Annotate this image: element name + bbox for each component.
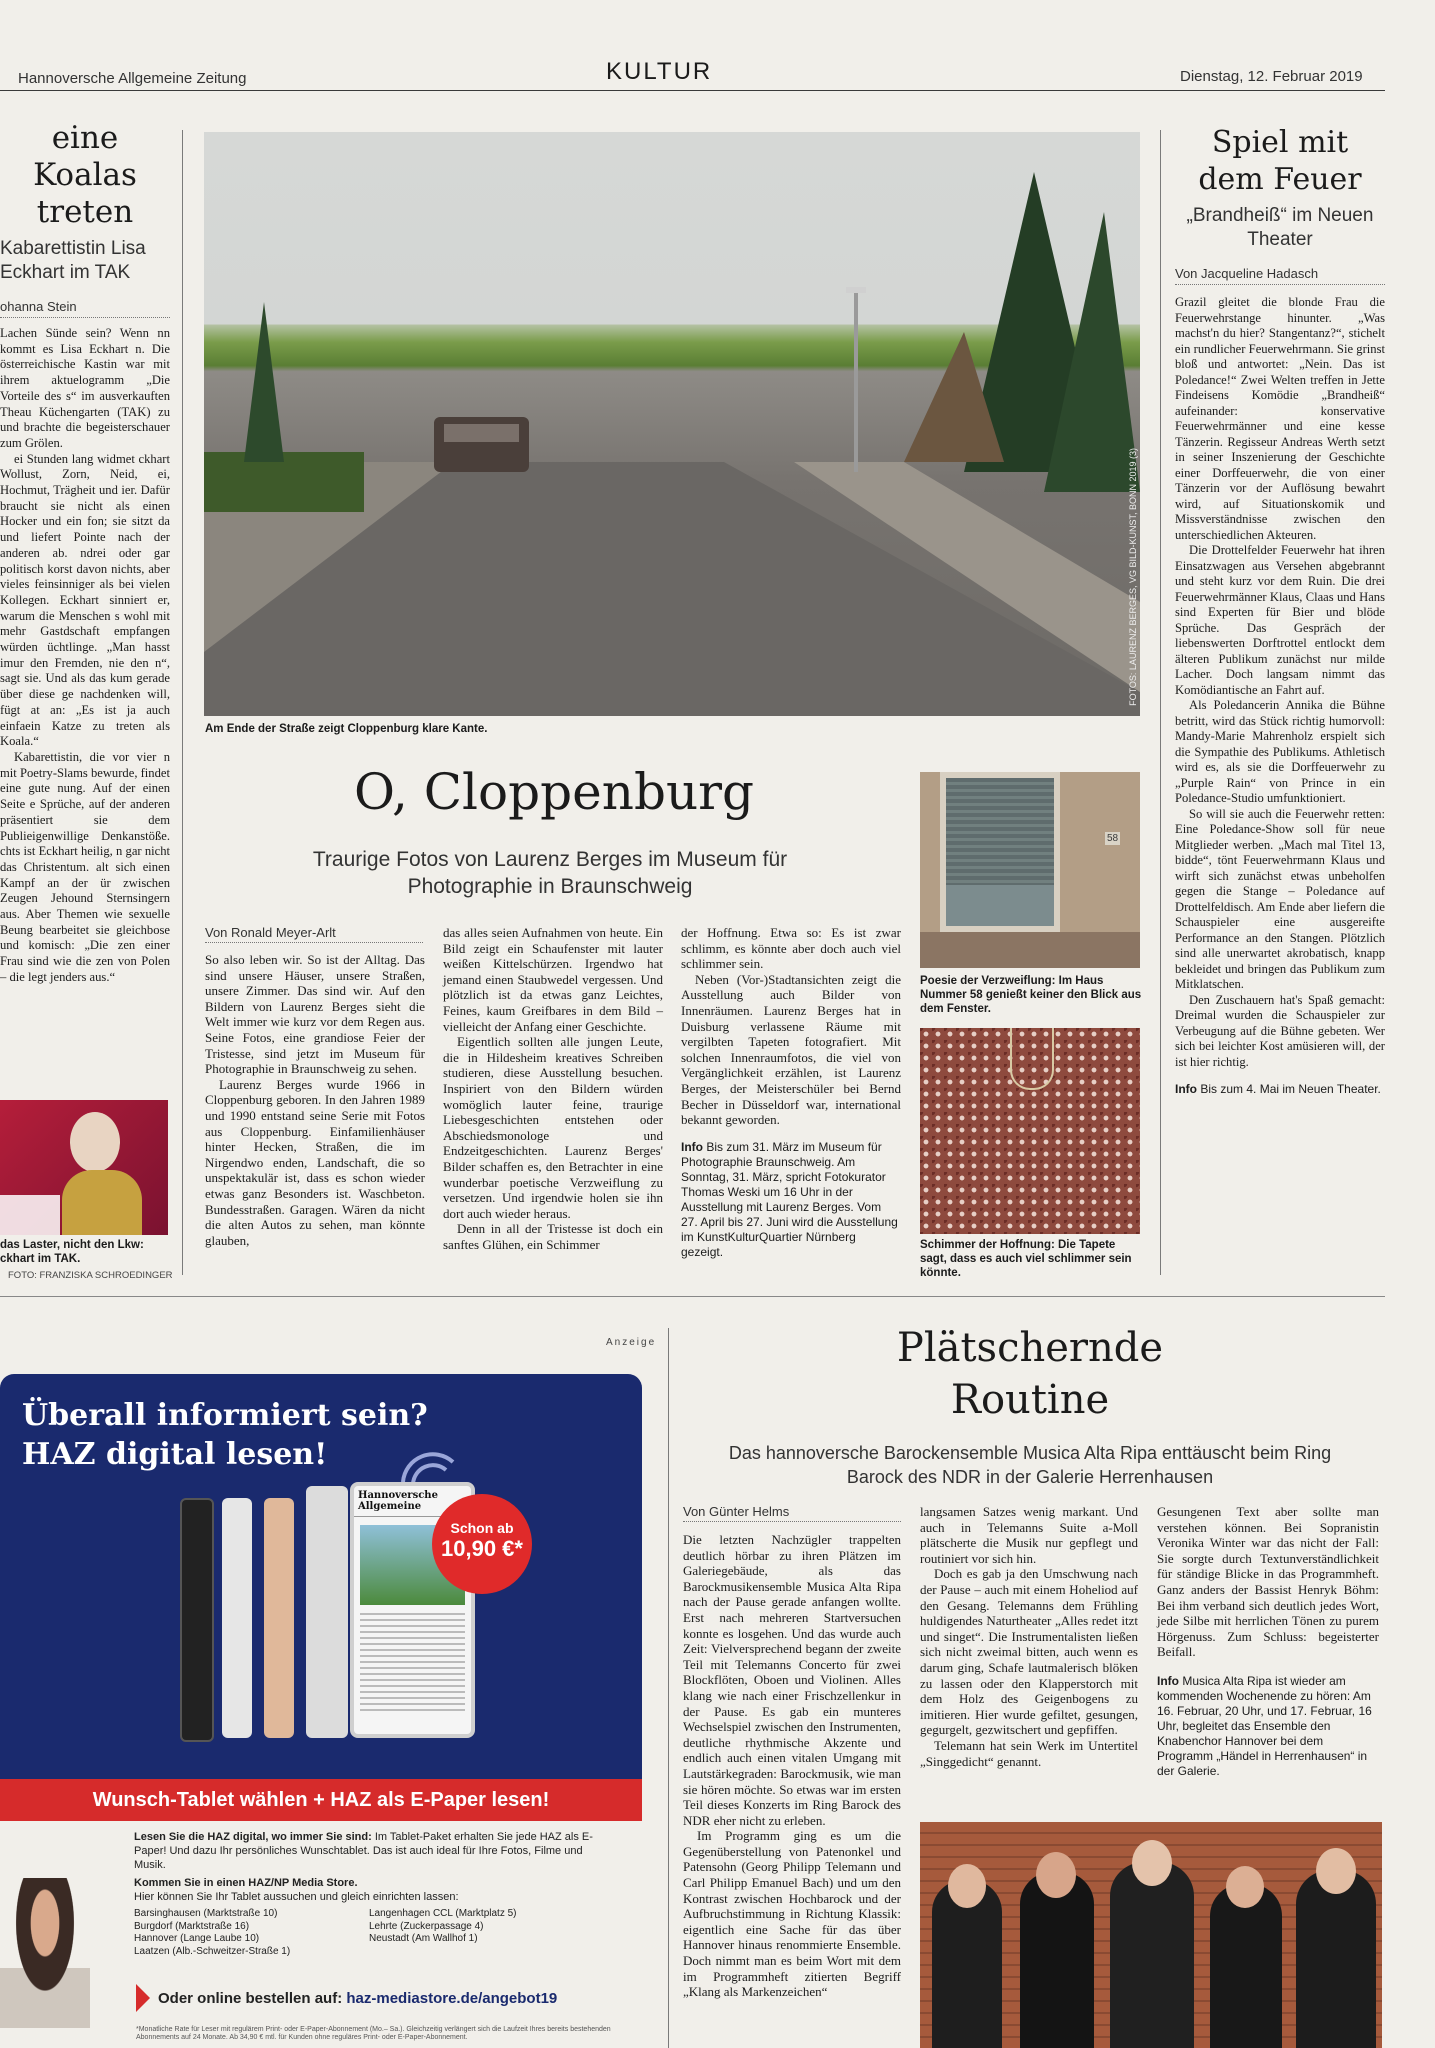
portrait-shawl	[62, 1170, 142, 1235]
left-hedge	[204, 452, 364, 512]
musician-2-head	[1036, 1852, 1076, 1898]
section-rule	[0, 1296, 1385, 1297]
left-photo-caption: das Laster, nicht den Lkw: ckhart im TAK.	[0, 1239, 144, 1265]
bottom-article-subtitle: Das hannoversche Barockensemble Musica Alta Ripa enttäuscht beim Ring Barock des NDR in der Galerie Herrenhausen	[728, 1443, 1332, 1487]
window-photo	[920, 772, 1140, 968]
chandelier	[1010, 1028, 1054, 1090]
street-photo	[204, 132, 1140, 716]
ad-banner[interactable]	[0, 1374, 642, 1779]
musician-1-head	[948, 1864, 986, 1908]
bottom-col3-paragraph-1: Gesungenen Text aber sollte man verstehen können. Bei Sopranistin Veronika Winter war das nicht der Fall: Sie sorgte durch Textunverständlichkeit für ständige Blicke in das Programmheft. Ganz anders der Bassist Henryk Böhm: Bei ihm verband sich deutlich jedes Wort, jede Silbe mit herrlichen Tönen zu purem Hörgenuss. Zum Schluss: begeisterter Beifall.	[1157, 1504, 1379, 1660]
ad-stores-left	[134, 1908, 369, 1958]
main-article-subtitle: Traurige Fotos von Laurenz Berges im Museum für Photographie in Braunschweig	[312, 848, 788, 898]
musician-5	[1296, 1870, 1376, 2048]
tablet-text	[360, 1613, 465, 1713]
column-divider-right	[1160, 130, 1161, 1275]
bottom-article-col1	[683, 1532, 901, 2046]
musician-3	[1110, 1862, 1194, 2048]
left-photo-credit: FOTO: FRANZISKA SCHROEDINGER	[8, 1270, 173, 1281]
ad-store-item: Lehrte (Zuckerpassage 4)	[369, 1920, 484, 1932]
ad-store-item: Laatzen (Alb.-Schweitzer-Straße 1)	[134, 1945, 291, 1957]
left-article	[0, 120, 170, 986]
right-paragraph-3: Als Poledancerin Annika die Bühne betritt, wird das Stück richtig humorvoll: Mandy-Marie Mahrenholz erspielt sich die Sympathie des Publikums. Athletisch wird es, als sie die Dorffeuerwehr zu „Purple Rain“ von Prince in ein Poledance-Studio umfunktioniert.	[1175, 698, 1385, 805]
right-paragraph-2: Die Drottelfelder Feuerwehr hat ihren Einsatzwagen aus Versehen abgebrannt und steht kurz vor dem Ruin. Die drei Feuerwehrmänner Klaus, Claas und Hans sind Experten für Bier und blöde Sprüche. Das Gespräch der liebenswerten Dorftrottel entlockt dem älteren Publikum zunächst nur milde Lacher. Doch langsam nimmt das Komödiantische an Fahrt auf.	[1175, 543, 1385, 697]
left-article-byline: ohanna Stein	[0, 299, 170, 318]
main-col1-paragraph-1: So also leben wir. So ist der Alltag. Das sind unsere Häuser, unsere Straßen, unsere Zimmer. Das sind wir. Auf den Bildern von Laurenz Berges sieht die Welt immer wie kurz vor dem Regen aus. Seine Fotos, eine grandiose Feier der Tristesse, sind jetzt im Museum für Photographie in Braunschweig zu sehen.	[205, 952, 425, 1077]
phone-device-gold	[264, 1498, 294, 1738]
left-paragraph-1: Lachen Sünde sein? Wenn nn kommt es Lisa Eckhart n. Die österreichische Kastin war mit ihrem aktuelogramm „Die Vorteile des s“ im ausverkauften Theau Küchengarten (TAK) zu und brachte die begeisterschauer zum Grölen.	[0, 326, 170, 450]
lamp-head	[846, 287, 866, 293]
main-col2-paragraph-2: Eigentlich sollten alle jungen Leute, die in Hildesheim kreatives Schreiben studieren, diese Ausstellung besuchen. Inspiriert von den Bildern würden womöglich lauter feine, traurige Liebesgeschichten entstehen oder Abschiedsmonologe und Endzeitgeschichten. Laurenz Berges' Bilder schaffen es, den Betrachter in eine wunderbar poetische Verzweiflung zu versetzen. Und irgendwie holen sie ihn dort auch wieder heraus.	[443, 1034, 663, 1221]
main-article-col2	[443, 925, 663, 1252]
phone-device-silver	[222, 1498, 252, 1738]
car-window	[444, 424, 519, 442]
bottom-info-box	[1157, 1674, 1379, 1779]
newspaper-name: Hannoversche Allgemeine Zeitung	[18, 70, 247, 87]
right-article-title: Spiel mit dem Feuer	[1198, 125, 1362, 197]
left-paragraph-2: ei Stunden lang widmet ckhart Wollust, Zorn, Neid, ei, Hochmut, Trägheit und ier. Dafür braucht sie nicht als einen Hocker und ein fon; sie sitzt da und liefert Pointe nach der anderen ab. ndrei oder gar politisch korst davon nichts, aber vieles feinsinniger als bei vielen Kollegen. Eckhart sinniert er, warum die Menschen s wohl mit mehr Gastdschaft empfangen würden üchtlinge. „Man hasst imur den Fremden, nie den n“, sagt sie. Und als das kum gerade über diese ge nachdenken will, fügt at an: „Es ist ja auch einfaein Katze zu treten als Koala.“	[0, 451, 170, 749]
ad-text2-bold: Kommen Sie in einen HAZ/NP Media Store.	[134, 1877, 358, 1889]
ad-headline	[22, 1396, 428, 1474]
ad-divider	[668, 1328, 669, 2048]
ad-store-item: Langenhagen CCL (Marktplatz 5)	[369, 1908, 517, 1919]
ad-store-item: Hannover (Lange Laube 10)	[134, 1933, 260, 1944]
main-article-col1	[205, 952, 425, 1248]
wall-base	[920, 932, 1140, 968]
house-number: 58	[1107, 833, 1119, 844]
ad-text-block	[134, 1830, 614, 1958]
right-article-byline: Von Jacqueline Hadasch	[1175, 266, 1385, 285]
price-badge	[432, 1494, 532, 1594]
phone-device	[180, 1498, 214, 1742]
main-photo-caption: Am Ende der Straße zeigt Cloppenburg klare Kante.	[205, 723, 488, 735]
section-title: KULTUR	[606, 58, 713, 85]
main-photo-credit: FOTOS: LAURENZ BERGES, VG BILD-KUNST, BONN 2019 (3)	[1128, 448, 1138, 706]
right-article	[1175, 124, 1385, 1097]
ad-headline-line2: HAZ digital lesen!	[22, 1437, 328, 1472]
bottom-col2-paragraph-2: Doch es gab ja den Umschwung nach der Pause – auch mit einem Hoheliod auf den Gesang. Telemanns dem Frühling huldigendes Naturtheater „Alles redet itzt und singet“. Die Instrumentalisten ließen sich nicht zweimal bitten, auch wenn es darum ging, Schafe lautmalerisch blöken zu lassen oder den Klapperstorch mit dem Holz des Geigenbogens zu imitieren. Hier wurde gefiltet, gesungen, gegurgelt, gezwitschert und gepfiffen.	[920, 1566, 1138, 1738]
bottom-info-label: Info	[1157, 1673, 1179, 1688]
main-col3-paragraph-1: der Hoffnung. Etwa so: Es ist zwar schlimm, es könnte aber doch auch viel schlimmer sein.	[681, 925, 901, 972]
left-paragraph-3: Kabarettistin, die vor vier n mit Poetry-Slams bewurde, findet eine gute nung. Auf der einen Seite e Sprüche, auf der anderen präsentiert sie dem Publieigenwillige Denkanstöße. chts ist Eckhart heilig, n gar nicht das Christentum. alt sich einen Kampf an der ür zwischen Zeugen Jehound Sternsingern aus. Aber Themen wie sexuelle Beung bearbeitet sie gleichbose und komisch: „Die zen einer Frau sind wie die zen von Polen – die legt jenders aus.“	[0, 749, 170, 984]
main-col2-paragraph-3: Denn in all der Tristesse ist doch ein sanftes Glühen, ein Schimmer	[443, 1221, 663, 1252]
bottom-col1-paragraph-1: Die letzten Nachzügler trappelten deutlich hörbar zu ihren Plätzen im Galeriegebäude, als das Barockmusikensemble Musica Alta Ripa nach der Pause gerade anfangen wollte. Erst nach mehreren Startversuchen konnte es losgehen. Und das wurde auch Zeit: Vielversprechend begann der zweite Teil mit Telemanns Concerto für zwei Blockflöten, Oboen und Violinen. Alles klang wie nach einer Frischzellenkur in der Pause. Es gab ein munteres Wechselspiel zwischen den Instrumenten, deutliche rhythmische Akzente und endlich auch einen vitalen Umgang mit Lautstärkegraden: Barockmusik, wie man sie hören möchte. So etwas war im ersten Teil dieses Konzerts im Ring Barock des NDR eher nicht zu erleben.	[683, 1532, 901, 1828]
bottom-col2-paragraph-3: Telemann hat sein Werk im Untertitel „Singgedicht“ genannt.	[920, 1737, 1138, 1769]
right-article-subtitle: „Brandheiß“ im Neuen Theater	[1186, 205, 1374, 250]
ensemble-photo	[920, 1822, 1382, 2048]
ad-footnote: *Monatliche Rate für Leser mit regulärem Print- oder E-Paper-Abonnement (Mo.– Sa.). Gleichzeitig verlängert sich die Laufzeit Ihres bereits bestehenden Abonnements auf 24 Monate. Ab 34,90 € mtl. für Kunden ohne reguläres Print- oder E-Paper-Abonnement.	[136, 2026, 611, 2041]
column-divider-left	[182, 130, 183, 1275]
ad-label: Anzeige	[606, 1337, 657, 1348]
tablet-small	[306, 1486, 348, 1738]
bottom-col2-paragraph-1: langsamen Satzes wenig markant. Und auch in Telemanns Suite a-Moll plätscherte die Musik nur gepflegt und routiniert vor sich hin.	[920, 1504, 1138, 1566]
right-info-text: Bis zum 4. Mai im Neuen Theater.	[1200, 1082, 1381, 1096]
bottom-col1-paragraph-2: Im Programm ging es um die Gegenüberstellung von Patenonkel und Patensohn (Georg Philipp Telemann und Carl Philipp Emanuel Bach) und um den Kontrast zwischen Hochbarock und der Aufbruchstimmung in Richtung Klassik: eigentlich eine Sache für das über Hannover hinaus renommierte Ensemble. Doch nimmt man es beim Wort mit dem im Programmheft zitierten Begriff „Klang als Markenzeichen“	[683, 1828, 901, 2000]
main-info-box	[681, 1140, 901, 1260]
tablet-masthead: Hannoversche Allgemeine	[354, 1486, 471, 1517]
ad-text1-bold: Lesen Sie die HAZ digital, wo immer Sie sind:	[134, 1831, 372, 1843]
main-info-text: Bis zum 31. März im Museum für Photographie Braunschweig. Am Sonntag, 31. März, spricht Fotokurator Thomas Weski um 16 Uhr in der Ausstellung mit Laurenz Berges. Vom 27. April bis 27. Juni wird die Ausstellung im KunstKulturQuartier Nürnberg gezeigt.	[681, 1139, 898, 1259]
ad-text2: Hier können Sie Ihr Tablet aussuchen und gleich einrichten lassen:	[134, 1891, 459, 1903]
right-info-label: Info	[1175, 1082, 1197, 1096]
left-article-title: eine Koalas treten	[33, 120, 137, 230]
main-info-label: Info	[681, 1139, 703, 1154]
right-paragraph-4: So will sie auch die Feuerwehr retten: Eine Poledance-Show soll für neue Mitglieder werben. „Mach mal Titel 13, bidde“, tönt Feuerwehrmann Klaus und wirft sich zunächst etwas unbeholfen gegen die Stange – Poledance auf Drottelfeldisch. Am Ende aber liefern die Schauspieler eine ausgereifte Performance an den Stangen. Plötzlich sind alle unerwartet akrobatisch, knapp bekleidet und bringen das Publikum zum Mitklatschen.	[1175, 806, 1385, 991]
wallpaper-photo	[920, 1028, 1140, 1234]
ad-cta[interactable]	[158, 1990, 557, 2007]
portrait-face	[70, 1112, 120, 1172]
issue-date: Dienstag, 12. Februar 2019	[1180, 68, 1363, 85]
bottom-article-title	[680, 1322, 1380, 1426]
ad-person-photo	[0, 1878, 90, 2028]
ad-store-item: Burgdorf (Marktstraße 16)	[134, 1920, 250, 1932]
ad-red-bar[interactable]: Wunsch-Tablet wählen + HAZ als E-Paper lesen!	[0, 1779, 642, 1821]
window-shutter	[946, 778, 1054, 885]
window-frame	[940, 772, 1060, 932]
left-tree	[244, 302, 284, 462]
main-col1-paragraph-2: Laurenz Berges wurde 1966 in Cloppenburg geboren. In den Jahren 1989 und 1990 entstand seine Serie mit Fotos aus Cloppenburg. Einfamilienhäuser hinter Hecken, Straßen, die im Nirgendwo enden, Landschaft, die so unspektakulär ist, dass es schon wieder etwas ganz Besonders ist. Waschbeton. Bundesstraßen. Garagen. Wären da nicht die alten Autos zu sehen, man könnte glauben,	[205, 1076, 425, 1248]
ad-cta-label: Oder online bestellen auf:	[158, 1990, 343, 2007]
wallpaper-photo-caption: Schimmer der Hoffnung: Die Tapete sagt, dass es auch viel schlimmer sein könnte.	[920, 1239, 1132, 1279]
left-article-photo	[0, 1100, 168, 1235]
bottom-article-col3	[1157, 1504, 1379, 1779]
main-article-byline: Von Ronald Meyer-Arlt	[205, 925, 423, 943]
musician-4	[1210, 1884, 1282, 2048]
main-col3-paragraph-2: Neben (Vor-)Stadtansichten zeigt die Ausstellung auch Bilder von Innenräumen. Laurenz Berges hat in Duisburg verlassene Räume mit vergilbten Tapeten fotografiert. Mit solchen Innenraumfotos, die viel von Vergänglichkeit erzählen, ist Laurenz Berges, der Meisterschüler bei Bernd Becher in Düsseldorf war, international bekannt geworden.	[681, 971, 901, 1128]
left-article-subtitle: Kabarettistin Lisa Eckhart im TAK	[0, 238, 146, 283]
right-paragraph-1: Grazil gleitet die blonde Frau die Feuerwehrstange hinunter. „Was machst'n du hier? Stangentanz?“, stichelt ein rundlicher Feuerwehrmann. Sie grinst bloß und antwortet: „Nein. Das ist Poledance!“ Zwei Welten treffen in Jette Findeisens Komödie „Brandheiß“ aufeinander: konservative Feuerwehrmänner und eine kesse Tänzerin. Regisseur Andreas Werth setzt in seiner Inszenierung der Geschichte einer Dorffeuerwehr, die von einer Tänzerin vor der Auflösung bewahrt wird, auf Situationskomik und Missverständnisse zwischen den unterschiedlichen Akteuren.	[1175, 295, 1385, 542]
ad-stores-right	[369, 1908, 517, 1958]
bottom-info-text: Musica Alta Ripa ist wieder am kommenden Wochenende zu hören: Am 16. Februar, 20 Uhr, und 17. Februar, 16 Uhr, begleitet das Ensemble den Knabenchor Hannover bei dem Programm „Händel in Herrenhausen“ in der Galerie.	[1157, 1673, 1372, 1778]
ad-store-item: Neustadt (Am Wallhof 1)	[369, 1933, 478, 1944]
main-article-col3	[681, 925, 901, 1260]
price-badge-price: 10,90 €*	[441, 1536, 523, 1561]
main-col2-paragraph-1: das alles seien Aufnahmen von heute. Ein Bild zeigt ein Schaufenster mit lauter weißen Kittelschürzen. Irgendwo hat jemand einen Staubwedel vergessen. Und plötzlich ist da etwas ganz Leichtes, Feines, kaum Greifbares in dem Bild – vielleicht der Anfang einer Geschichte.	[443, 925, 663, 1034]
cta-arrow-icon	[136, 1984, 150, 2012]
bottom-article-byline: Von Günter Helms	[683, 1504, 901, 1522]
right-paragraph-5: Den Zuschauern hat's Spaß gemacht: Dreimal wurden die Schauspieler zur Verbeugung auf die Bühne gebeten. Wer sich bei leichter Kost amüsieren will, der ist hier richtig.	[1175, 992, 1385, 1069]
portrait-sign	[0, 1195, 60, 1235]
musician-4-head	[1226, 1866, 1264, 1908]
price-badge-label: Schon ab	[450, 1520, 514, 1536]
street-scene	[204, 132, 1140, 716]
musician-5-head	[1316, 1848, 1356, 1894]
ad-cta-link[interactable]: haz-mediastore.de/angebot19	[346, 1990, 558, 2007]
ad-text1: Im Tablet-Paket erhalten Sie jede HAZ als E-Paper! Und dazu Ihr persönliches Wunschtablet. Das ist auch ideal für Ihre Fotos, Filme und Musik.	[134, 1831, 593, 1871]
street-lamp	[854, 292, 858, 472]
ad-headline-line1: Überall informiert sein?	[22, 1398, 428, 1433]
musician-3-head	[1132, 1840, 1172, 1886]
header-rule	[0, 90, 1385, 91]
musician-2	[1020, 1872, 1094, 2048]
right-info-box	[1175, 1082, 1385, 1097]
window-photo-caption: Poesie der Verzweiflung: Im Haus Nummer 58 genießt keiner den Blick aus dem Fenster.	[920, 975, 1142, 1015]
bottom-article-col2	[920, 1504, 1138, 1769]
main-article-title: O, Cloppenburg	[353, 763, 755, 821]
ad-store-item: Barsinghausen (Marktstraße 10)	[134, 1908, 278, 1919]
bottom-title-line2: Routine	[950, 1377, 1110, 1423]
bottom-title-line1: Plätschernde	[896, 1325, 1164, 1371]
